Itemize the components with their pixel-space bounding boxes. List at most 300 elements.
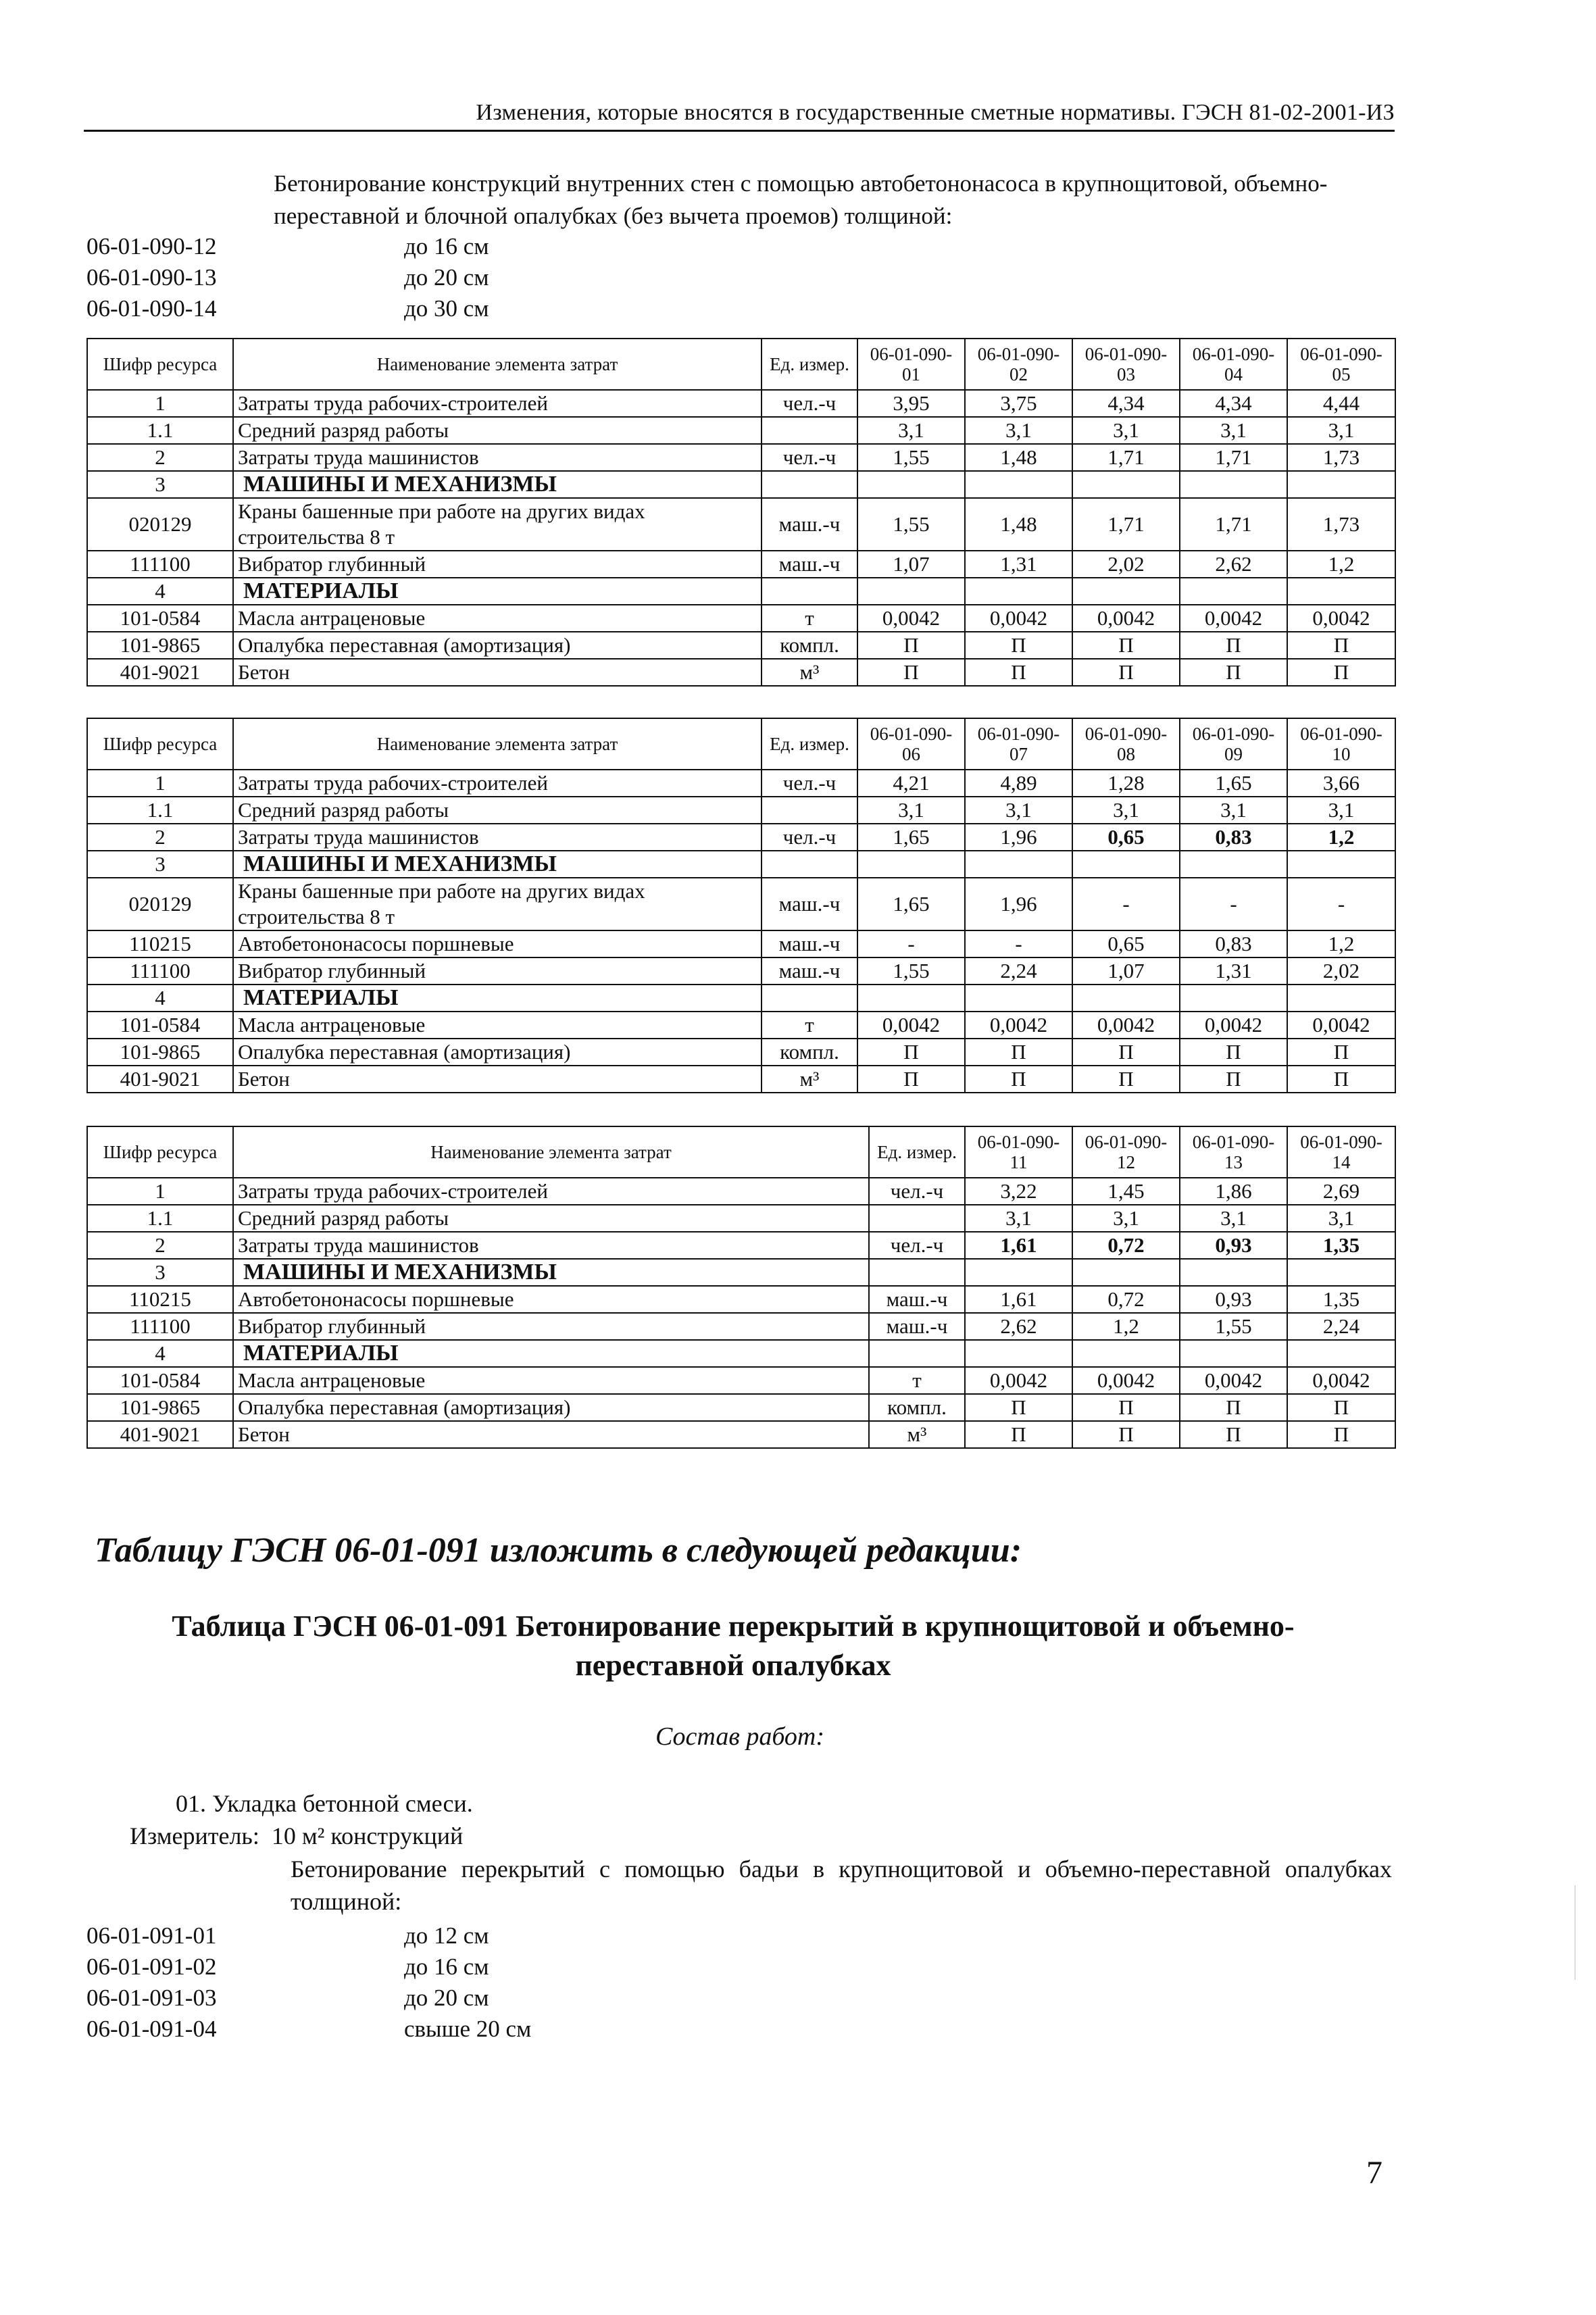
value-cell: 1,71 xyxy=(1180,444,1287,471)
value-cell: 1,96 xyxy=(965,878,1072,930)
section-row xyxy=(87,1259,1395,1286)
value-cell xyxy=(1072,985,1180,1012)
resource-code: 1.1 xyxy=(87,797,233,824)
value-cell: - xyxy=(857,930,965,957)
code-row xyxy=(86,1951,531,1983)
value-cell xyxy=(1287,578,1395,605)
unit-cell xyxy=(762,985,857,1012)
value-cell: 0,0042 xyxy=(965,1367,1072,1394)
unit-cell: компл. xyxy=(762,632,857,659)
resource-name: Бетон xyxy=(233,1421,869,1448)
table-header-row xyxy=(87,1126,1395,1178)
value-cell: 1,65 xyxy=(857,878,965,930)
value-cell: 0,65 xyxy=(1072,824,1180,851)
resource-name: Бетон xyxy=(233,1066,762,1093)
value-cell: 0,83 xyxy=(1180,930,1287,957)
value-cell: 0,93 xyxy=(1180,1286,1287,1313)
value-cell: 1,31 xyxy=(1180,957,1287,985)
value-cell: 0,0042 xyxy=(1072,1367,1180,1394)
value-cell xyxy=(857,851,965,878)
code: 06-01-091-04 xyxy=(86,2016,217,2042)
unit-cell: маш.-ч xyxy=(762,957,857,985)
code: 06-01-091-01 xyxy=(86,1922,217,1949)
value-cell: 0,65 xyxy=(1072,930,1180,957)
col-header-norm: 06-01-090-13 xyxy=(1180,1126,1287,1178)
col-header-norm: 06-01-090-01 xyxy=(857,339,965,390)
resource-code: 401-9021 xyxy=(87,1421,233,1448)
section-title: МАТЕРИАЛЫ xyxy=(233,1340,869,1367)
value-cell: 3,22 xyxy=(965,1178,1072,1205)
table-row xyxy=(87,1421,1395,1448)
value-cell: 3,95 xyxy=(857,390,965,417)
page-header: Изменения, которые вносятся в государственные сметные нормативы. ГЭСН 81-02-2001-ИЗ xyxy=(84,100,1395,132)
table-row xyxy=(87,444,1395,471)
unit-cell: м³ xyxy=(762,659,857,686)
value-cell: 3,1 xyxy=(1180,797,1287,824)
value-cell: 2,24 xyxy=(965,957,1072,985)
value-cell: - xyxy=(1180,878,1287,930)
value-cell: П xyxy=(1180,632,1287,659)
value-cell xyxy=(965,471,1072,498)
col-header-norm: 06-01-090-04 xyxy=(1180,339,1287,390)
value-cell: 0,0042 xyxy=(1180,1012,1287,1039)
col-header-norm: 06-01-090-05 xyxy=(1287,339,1395,390)
unit-cell xyxy=(869,1205,965,1232)
value-cell: 3,66 xyxy=(1287,770,1395,797)
resource-name: Затраты труда машинистов xyxy=(233,824,762,851)
resource-name: Средний разряд работы xyxy=(233,417,762,444)
table-row xyxy=(87,1232,1395,1259)
value-cell: 1,96 xyxy=(965,824,1072,851)
table-row xyxy=(87,659,1395,686)
value-cell: П xyxy=(1072,1066,1180,1093)
value-cell: 1,2 xyxy=(1072,1313,1180,1340)
unit-cell: чел.-ч xyxy=(869,1232,965,1259)
value-cell: 3,1 xyxy=(1180,1205,1287,1232)
code: 06-01-090-12 xyxy=(86,233,217,259)
table-row xyxy=(87,957,1395,985)
composition-label: Состав работ: xyxy=(655,1722,825,1751)
section-row xyxy=(87,851,1395,878)
col-header-unit: Ед. измер. xyxy=(762,339,857,390)
value-cell: П xyxy=(857,659,965,686)
resource-code: 1 xyxy=(87,390,233,417)
resource-name: Вибратор глубинный xyxy=(233,957,762,985)
value-cell xyxy=(1180,1259,1287,1286)
scan-margin-mark xyxy=(1574,1885,1576,1980)
value-cell xyxy=(1072,1340,1180,1367)
value-cell: 3,1 xyxy=(1287,417,1395,444)
value-cell: 0,0042 xyxy=(1180,1367,1287,1394)
resource-name: Опалубка переставная (амортизация) xyxy=(233,1039,762,1066)
intro-paragraph: Бетонирование конструкций внутренних стен с помощью автобетононасоса в крупнощитовой, объемно-переставной и блочной опалубках (без вычета проемов) толщиной: xyxy=(274,170,1328,229)
value-cell: 0,0042 xyxy=(1072,1012,1180,1039)
resource-name: Краны башенные при работе на других видах строительства 8 т xyxy=(233,498,762,551)
value-cell: 1,07 xyxy=(1072,957,1180,985)
unit-cell: т xyxy=(762,605,857,632)
value-cell: 4,34 xyxy=(1072,390,1180,417)
code-row xyxy=(86,1920,531,1951)
value-cell: 1,07 xyxy=(857,551,965,578)
col-header-norm: 06-01-090-02 xyxy=(965,339,1072,390)
value-cell: П xyxy=(1180,659,1287,686)
table-row xyxy=(87,1178,1395,1205)
col-header-norm: 06-01-090-12 xyxy=(1072,1126,1180,1178)
unit-cell: компл. xyxy=(762,1039,857,1066)
intro-paragraph-2: Бетонирование перекрытий с помощью бадьи в крупнощитовой и объемно-переставной опалубках толщиной: xyxy=(291,1856,1392,1915)
value-cell: - xyxy=(965,930,1072,957)
col-header-norm: 06-01-090-09 xyxy=(1180,718,1287,770)
section-title: МАШИНЫ И МЕХАНИЗМЫ xyxy=(233,471,762,498)
value-cell: П xyxy=(1287,1394,1395,1421)
unit-cell: чел.-ч xyxy=(762,390,857,417)
resource-code: 111100 xyxy=(87,551,233,578)
resource-name: Затраты труда рабочих-строителей xyxy=(233,390,762,417)
resource-name: Опалубка переставная (амортизация) xyxy=(233,1394,869,1421)
value-cell: 3,1 xyxy=(1072,797,1180,824)
resource-code: 3 xyxy=(87,1259,233,1286)
value-cell xyxy=(1287,471,1395,498)
unit-cell: т xyxy=(762,1012,857,1039)
resource-code: 101-9865 xyxy=(87,1394,233,1421)
value-cell: 1,31 xyxy=(965,551,1072,578)
resource-code: 020129 xyxy=(87,878,233,930)
value-cell: 0,0042 xyxy=(1072,605,1180,632)
value-cell: 1,73 xyxy=(1287,444,1395,471)
resource-name: Вибратор глубинный xyxy=(233,551,762,578)
value-cell: П xyxy=(1072,1394,1180,1421)
col-header-norm: 06-01-090-06 xyxy=(857,718,965,770)
value-cell: 1,55 xyxy=(857,957,965,985)
value-cell: 1,48 xyxy=(965,498,1072,551)
value-cell xyxy=(1180,985,1287,1012)
value-cell: 1,71 xyxy=(1180,498,1287,551)
unit-cell xyxy=(762,797,857,824)
resource-name: Затраты труда рабочих-строителей xyxy=(233,1178,869,1205)
unit-cell xyxy=(869,1259,965,1286)
value-cell xyxy=(1287,1259,1395,1286)
unit-cell xyxy=(762,471,857,498)
col-header-unit: Ед. измер. xyxy=(869,1126,965,1178)
section-row xyxy=(87,1340,1395,1367)
value-cell xyxy=(1180,851,1287,878)
value-cell xyxy=(857,578,965,605)
table-row xyxy=(87,417,1395,444)
unit-cell: т xyxy=(869,1367,965,1394)
col-header-name: Наименование элемента затрат xyxy=(233,718,762,770)
value-cell: П xyxy=(857,1066,965,1093)
section-row xyxy=(87,471,1395,498)
value-cell: П xyxy=(1287,1066,1395,1093)
value-cell xyxy=(857,471,965,498)
table-row xyxy=(87,605,1395,632)
table-row xyxy=(87,797,1395,824)
value-cell xyxy=(965,1340,1072,1367)
code-list-top xyxy=(86,231,489,324)
value-cell: 3,1 xyxy=(857,417,965,444)
resource-code: 101-0584 xyxy=(87,605,233,632)
value-cell: 1,55 xyxy=(857,498,965,551)
value-cell: 4,89 xyxy=(965,770,1072,797)
value-cell: 0,0042 xyxy=(857,605,965,632)
resource-code: 101-0584 xyxy=(87,1012,233,1039)
value-cell: 1,35 xyxy=(1287,1232,1395,1259)
resource-name: Затраты труда машинистов xyxy=(233,444,762,471)
unit-cell: чел.-ч xyxy=(869,1178,965,1205)
resource-name: Краны башенные при работе на других видах строительства 8 т xyxy=(233,878,762,930)
value-cell: 1,73 xyxy=(1287,498,1395,551)
value-cell xyxy=(965,851,1072,878)
resource-name: Автобетононасосы поршневые xyxy=(233,930,762,957)
value-cell: П xyxy=(1072,1039,1180,1066)
value-cell: 3,1 xyxy=(965,1205,1072,1232)
value-cell: 1,65 xyxy=(857,824,965,851)
value-cell: 3,1 xyxy=(857,797,965,824)
resource-code: 110215 xyxy=(87,1286,233,1313)
value-cell xyxy=(965,1259,1072,1286)
value-cell: 2,02 xyxy=(1287,957,1395,985)
value-cell: 2,02 xyxy=(1072,551,1180,578)
value-cell: П xyxy=(1287,632,1395,659)
value-cell: 1,2 xyxy=(1287,551,1395,578)
table-row xyxy=(87,1313,1395,1340)
resource-code: 1.1 xyxy=(87,417,233,444)
value-cell: 0,93 xyxy=(1180,1232,1287,1259)
value-cell: 0,0042 xyxy=(1287,1012,1395,1039)
unit-cell: маш.-ч xyxy=(762,878,857,930)
value-cell: 1,65 xyxy=(1180,770,1287,797)
measure-value: 10 м² конструкций xyxy=(271,1822,464,1849)
code: 06-01-091-02 xyxy=(86,1953,217,1980)
value-cell: П xyxy=(1072,632,1180,659)
value-cell: 4,21 xyxy=(857,770,965,797)
unit-cell: м³ xyxy=(869,1421,965,1448)
resource-name: Масла антраценовые xyxy=(233,605,762,632)
value-cell: - xyxy=(1072,878,1180,930)
table-row xyxy=(87,878,1395,930)
value-cell: П xyxy=(1072,659,1180,686)
page-number: 7 xyxy=(1366,2155,1382,2191)
value-cell xyxy=(1287,851,1395,878)
unit-cell: чел.-ч xyxy=(762,770,857,797)
measure-label: Измеритель: xyxy=(130,1822,259,1849)
value-cell: 1,61 xyxy=(965,1286,1072,1313)
unit-cell: компл. xyxy=(869,1394,965,1421)
col-header-norm: 06-01-090-10 xyxy=(1287,718,1395,770)
unit-cell: маш.-ч xyxy=(762,498,857,551)
value-cell: 4,34 xyxy=(1180,390,1287,417)
value-cell: 1,28 xyxy=(1072,770,1180,797)
resource-name: Масла антраценовые xyxy=(233,1012,762,1039)
value-cell: 3,1 xyxy=(1287,797,1395,824)
resource-code: 111100 xyxy=(87,957,233,985)
resource-code: 2 xyxy=(87,824,233,851)
resource-code: 1.1 xyxy=(87,1205,233,1232)
code: 06-01-091-03 xyxy=(86,1985,217,2011)
value-cell: П xyxy=(1180,1421,1287,1448)
value-cell: 1,48 xyxy=(965,444,1072,471)
resource-code: 110215 xyxy=(87,930,233,957)
resource-code: 3 xyxy=(87,851,233,878)
unit-cell xyxy=(869,1340,965,1367)
unit-cell: чел.-ч xyxy=(762,824,857,851)
resource-code: 4 xyxy=(87,578,233,605)
table-row xyxy=(87,1205,1395,1232)
code: 06-01-090-14 xyxy=(86,295,217,322)
value-cell: П xyxy=(965,1039,1072,1066)
unit-cell: маш.-ч xyxy=(869,1313,965,1340)
resource-code: 101-9865 xyxy=(87,1039,233,1066)
resource-table-3 xyxy=(86,1126,1396,1449)
value-cell: П xyxy=(1180,1394,1287,1421)
value-cell: 3,1 xyxy=(965,417,1072,444)
value-cell: 3,1 xyxy=(1072,417,1180,444)
unit-cell: маш.-ч xyxy=(762,930,857,957)
value-cell: 3,1 xyxy=(965,797,1072,824)
resource-code: 101-9865 xyxy=(87,632,233,659)
col-header-code: Шифр ресурса xyxy=(87,339,233,390)
value-cell: П xyxy=(857,1039,965,1066)
code-desc: свыше 20 см xyxy=(404,2016,532,2042)
value-cell xyxy=(1287,1340,1395,1367)
value-cell: П xyxy=(1180,1039,1287,1066)
code: 06-01-090-13 xyxy=(86,264,217,291)
value-cell: 1,2 xyxy=(1287,824,1395,851)
col-header-name: Наименование элемента затрат xyxy=(233,1126,869,1178)
value-cell: 2,24 xyxy=(1287,1313,1395,1340)
resource-code: 020129 xyxy=(87,498,233,551)
value-cell xyxy=(1072,851,1180,878)
unit-cell: маш.-ч xyxy=(869,1286,965,1313)
unit-cell xyxy=(762,417,857,444)
value-cell: 0,0042 xyxy=(857,1012,965,1039)
value-cell: П xyxy=(1287,659,1395,686)
table-row xyxy=(87,930,1395,957)
value-cell: 0,0042 xyxy=(1287,605,1395,632)
value-cell: 1,55 xyxy=(857,444,965,471)
resource-code: 4 xyxy=(87,985,233,1012)
resource-code: 401-9021 xyxy=(87,1066,233,1093)
value-cell xyxy=(1072,578,1180,605)
instruction-heading: Таблицу ГЭСН 06-01-091 изложить в следующей редакции: xyxy=(95,1531,1022,1570)
resource-code: 101-0584 xyxy=(87,1367,233,1394)
value-cell: 1,61 xyxy=(965,1232,1072,1259)
resource-name: Масла антраценовые xyxy=(233,1367,869,1394)
table-header-row xyxy=(87,339,1395,390)
value-cell: П xyxy=(965,659,1072,686)
measure-line xyxy=(130,1822,463,1850)
code-desc: до 16 см xyxy=(404,233,489,259)
value-cell: 2,62 xyxy=(1180,551,1287,578)
value-cell: П xyxy=(1180,1066,1287,1093)
table-row xyxy=(87,498,1395,551)
table-header-row xyxy=(87,718,1395,770)
resource-code: 111100 xyxy=(87,1313,233,1340)
table-row xyxy=(87,770,1395,797)
value-cell xyxy=(965,985,1072,1012)
col-header-norm: 06-01-090-07 xyxy=(965,718,1072,770)
resource-code: 2 xyxy=(87,1232,233,1259)
section-title: МАШИНЫ И МЕХАНИЗМЫ xyxy=(233,851,762,878)
value-cell: П xyxy=(965,1421,1072,1448)
resource-name: Средний разряд работы xyxy=(233,1205,869,1232)
table-row xyxy=(87,632,1395,659)
col-header-norm: 06-01-090-08 xyxy=(1072,718,1180,770)
value-cell xyxy=(1180,471,1287,498)
resource-code: 4 xyxy=(87,1340,233,1367)
resource-code: 3 xyxy=(87,471,233,498)
value-cell: 3,75 xyxy=(965,390,1072,417)
resource-code: 401-9021 xyxy=(87,659,233,686)
unit-cell: м³ xyxy=(762,1066,857,1093)
value-cell xyxy=(1180,1340,1287,1367)
code-row xyxy=(86,262,489,293)
value-cell: П xyxy=(965,1394,1072,1421)
value-cell: 3,1 xyxy=(1287,1205,1395,1232)
resource-name: Затраты труда рабочих-строителей xyxy=(233,770,762,797)
value-cell: 2,69 xyxy=(1287,1178,1395,1205)
value-cell: 0,83 xyxy=(1180,824,1287,851)
value-cell: 1,71 xyxy=(1072,444,1180,471)
value-cell: П xyxy=(1287,1039,1395,1066)
table-row xyxy=(87,1286,1395,1313)
table-row xyxy=(87,1066,1395,1093)
value-cell: 2,62 xyxy=(965,1313,1072,1340)
code-desc: до 30 см xyxy=(404,295,489,322)
resource-name: Средний разряд работы xyxy=(233,797,762,824)
table-row xyxy=(87,390,1395,417)
code-list-bottom xyxy=(86,1920,531,2045)
value-cell: 1,71 xyxy=(1072,498,1180,551)
value-cell: 3,1 xyxy=(1180,417,1287,444)
code-desc: до 20 см xyxy=(404,1985,489,2011)
resource-name: Автобетононасосы поршневые xyxy=(233,1286,869,1313)
code-row xyxy=(86,293,489,324)
code-row xyxy=(86,2014,531,2045)
table-row xyxy=(87,1367,1395,1394)
resource-table-2 xyxy=(86,718,1396,1093)
code-desc: до 20 см xyxy=(404,264,489,291)
resource-code: 2 xyxy=(87,444,233,471)
table-row xyxy=(87,1012,1395,1039)
code-desc: до 12 см xyxy=(404,1922,489,1949)
col-header-norm: 06-01-090-03 xyxy=(1072,339,1180,390)
resource-name: Вибратор глубинный xyxy=(233,1313,869,1340)
value-cell: П xyxy=(1287,1421,1395,1448)
col-header-name: Наименование элемента затрат xyxy=(233,339,762,390)
value-cell: П xyxy=(857,632,965,659)
col-header-code: Шифр ресурса xyxy=(87,1126,233,1178)
value-cell: 0,0042 xyxy=(965,605,1072,632)
value-cell: 0,72 xyxy=(1072,1232,1180,1259)
resource-code: 1 xyxy=(87,1178,233,1205)
unit-cell xyxy=(762,578,857,605)
resource-name: Затраты труда машинистов xyxy=(233,1232,869,1259)
table-row xyxy=(87,824,1395,851)
code-desc: до 16 см xyxy=(404,1953,489,1980)
col-header-norm: 06-01-090-11 xyxy=(965,1126,1072,1178)
value-cell: 1,2 xyxy=(1287,930,1395,957)
resource-table-1 xyxy=(86,338,1396,687)
table-row xyxy=(87,551,1395,578)
value-cell xyxy=(1072,471,1180,498)
table-row xyxy=(87,1039,1395,1066)
value-cell xyxy=(965,578,1072,605)
value-cell: 1,35 xyxy=(1287,1286,1395,1313)
value-cell: 1,86 xyxy=(1180,1178,1287,1205)
code-row xyxy=(86,1983,531,2014)
value-cell: 0,0042 xyxy=(1287,1367,1395,1394)
